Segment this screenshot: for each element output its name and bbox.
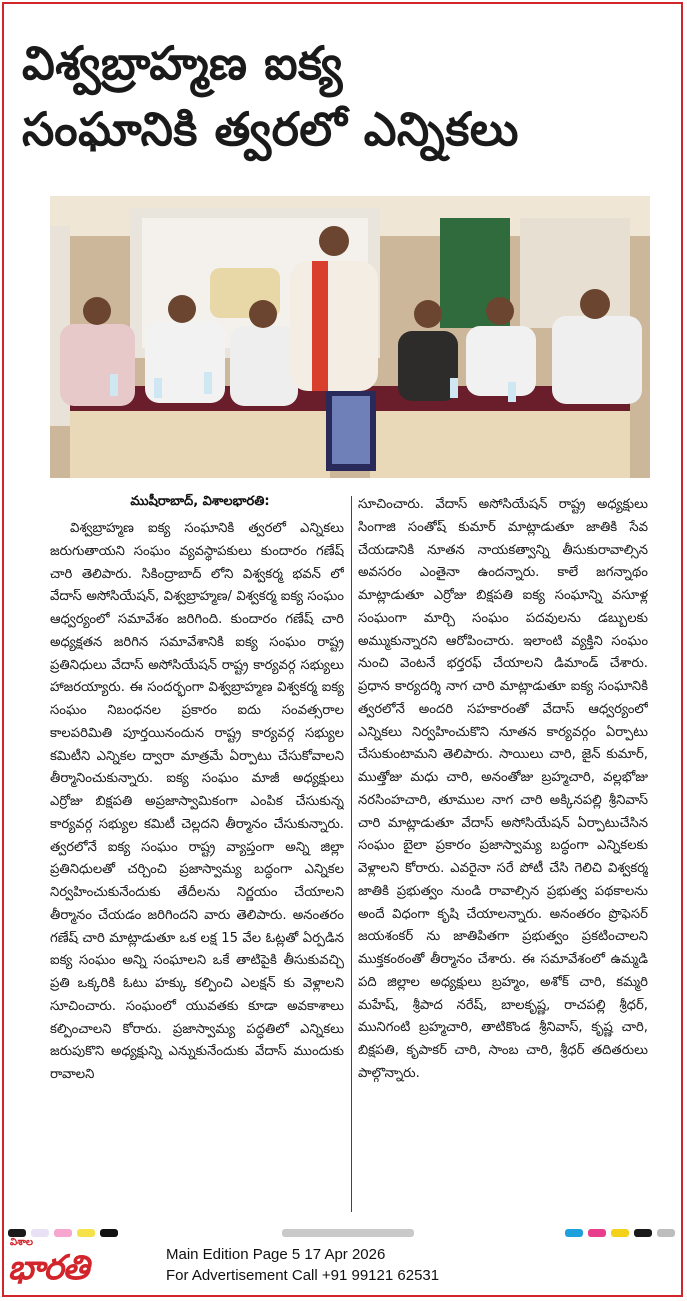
newspaper-logo: భారతి: [8, 1248, 89, 1288]
right-swatch-5: [657, 1229, 675, 1237]
color-registration-strip-right: [565, 1229, 675, 1237]
edition-info: [166, 1244, 439, 1286]
article-text-left: విశ్వబ్రాహ్మణ ఐక్య సంఘానికి త్వరలో ఎన్నికలు జరుగుతాయని సంఘం వ్యవస్థాపకులు కుందారం గణేష్ చారి తెలిపారు. సికింద్రాబాద్ లోని విశ్వకర్మ భవన్ లో వేదాస్ అసోసియేషన్, విశ్వబ్రాహ్మణ/ విశ్వకర్మ ఐక్య సంఘం ఆధ్వర్యంలో సమావేశం జరిగింది. కుందారం గణేష్ చారి అధ్యక్షతన జరిగిన సమావేశానికి ఐక్య సంఘం రాష్ట్ర ప్రతినిధులు వేదాస్ అసోసియేషన్ రాష్ట్ర కార్యవర్గ సభ్యులు హాజరయ్యారు. ఈ సందర్భంగా విశ్వబ్రాహ్మణ విశ్వకర్మ ఐక్య సంఘం నిబంధనల ప్రకారం ఐదు సంవత్సరాల కాలపరిమితి పూర్తయినందున రాష్ట్ర కార్యవర్గ సభ్యుల కమిటీని ఎన్నికల ద్వారా మాత్రమే ఏర్పాటు చేసుకోవాలని తీర్మానించుకున్నారు. ఐక్య సంఘం మాజీ అధ్యక్షులు ఎర్రోజు బిక్షపతి అప్రజాస్వామికంగా ఎంపిక చేసుకున్న కార్యవర్గ సభ్యుల కమిటీ చెల్లదని తీర్మానం చేసుకున్నారు. త్వరలోనే ఐక్య సంఘం రాష్ట్ర వ్యాప్తంగా అన్ని జిల్లా ప్రతినిధులతో చర్చించి ప్రజాస్వామ్య బద్ధంగా ఎన్నికల నిర్వహించుకునేందుకు తేదీలను నిర్ణయం చేయాలని తీర్మానం చేయడం జరిగిందని వారు తెలిపారు. అనంతరం గణేష్ చారి మాట్లాడుతూ ఒక లక్ష 15 వేల ఓట్లతో ఏర్పడిన ఐక్య సంఘం అన్ని సంఘాలని ఒకే తాటిపైకి తీసుకువచ్చి ప్రతి ఒక్కరికి ఓటు హక్కు కల్పించి ఎలక్షన్ కు వెళ్లాలని సూచించారు. సంఘంలో యువతకు కూడా అవకాశాలు కల్పించాలని కోరారు. ప్రజాస్వామ్య పద్ధతిలో ఎన్నికలు జరుపుకొని అధ్యక్షున్ని ఎన్నుకునేందుకు వేదాస్ ముందుకు రావాలని: [50, 521, 344, 1082]
advertisement-line: For Advertisement Call +91 99121 62531: [166, 1267, 440, 1284]
article-column-left: [50, 518, 344, 1218]
headline: [22, 30, 662, 162]
right-swatch-2: [588, 1229, 606, 1237]
column-divider: [351, 496, 352, 1212]
headline-line-2: సంఘానికి త్వరలో ఎన్నికలు: [22, 102, 519, 156]
grey-registration-bar: [282, 1229, 414, 1237]
left-swatch-5: [100, 1229, 118, 1237]
byline: ముషీరాబాద్, విశాలభారతి:: [130, 494, 270, 509]
article-column-right: [358, 494, 648, 1212]
article-text-right: సూచించారు. వేదాస్ అసోసియేషన్ రాష్ట్ర అధ్యక్షులు సింగాజి సంతోష్ కుమార్ మాట్లాడుతూ జాతికి సేవ చేయడానికి నూతన నాయకత్వాన్ని తీసుకురావాల్సిన అవసరం ఎంతైనా ఉందన్నారు. కాలే జగన్నాథం మాట్లాడుతూ ఎర్రోజు బిక్షపతి ఐక్య సంఘాన్ని వసూళ్ల సంఘంగా మార్చి సంఘం పదవులను డబ్బులకు అమ్ముకున్నారని ఆరోపించారు. ఇలాంటి వ్యక్తిని సంఘం నుంచి వెంటనే భర్తరఫ్ చేయాలని డిమాండ్ చేశారు. ప్రధాన కార్యదర్శి నాగ చారి మాట్లాడుతూ ఐక్య సంఘానికి త్వరలోనే అందరి సహకారంతో వేదాస్ ఆధ్వర్యంలో ఎన్నికలు నిర్వహించుకొని నూతన కార్యవర్గం ఏర్పాటు చేసుకుంటామని తెలిపారు. సాయిలు చారి, జైన్ కుమార్, ముత్తోజు మధు చారి, అనంతోజు బ్రహ్మచారి, వల్లభోజు నరసింహచారి, తూముల నాగ చారి అక్కినపల్లి శ్రీనివాస్ చారి మాట్లాడుతూ వేదాస్ అసోసియేషన్ ఏర్పాటుచేసిన సంఘం బైలా ప్రకారం ప్రజాస్వామ్య బద్ధంగా ఎన్నికలకు వెళ్లాలని కోరారు. ఎవరైనా సరే పోటీ చేసి గెలిచి విశ్వకర్మ జాతికి ప్రభుత్వం నుండి రావాల్సిన ప్రభుత్వ పథకాలను అందే విధంగా కృషి చేయాలన్నారు. అనంతరం ప్రొఫెసర్ జయశంకర్ ను జాతిపితగా ప్రభుత్వం ప్రకటించాలని ముక్తకంఠంతో తీర్మానం చేశారు. ఈ సమావేశంలో ఉమ్మడి పది జిల్లాల అధ్యక్షులు బ్రహ్మం, అశోక్ చారి, కమ్మరి మహేష్, శ్రీపాద నరేష్, బాలకృష్ణ, రాచపల్లి శ్రీధర్, మునిగంటి బ్రహ్మచారి, తాటికొండ శ్రీనివాస్, కృష్ణ చారి, బిక్షపతి, కృపాకర్ చారి, సాంబ చారి, శ్రీధర్ తదితరులు పాల్గొన్నారు.: [358, 497, 648, 1081]
left-swatch-2: [31, 1229, 49, 1237]
left-swatch-4: [77, 1229, 95, 1237]
logo-small-text: విశాల: [10, 1237, 34, 1248]
right-swatch-1: [565, 1229, 583, 1237]
left-swatch-3: [54, 1229, 72, 1237]
right-swatch-3: [611, 1229, 629, 1237]
meeting-photo: [50, 196, 650, 478]
headline-line-1: విశ్వబ్రాహ్మణ ఐక్య: [22, 36, 343, 90]
right-swatch-4: [634, 1229, 652, 1237]
edition-line: Main Edition Page 5 17 Apr 2026: [166, 1246, 386, 1263]
